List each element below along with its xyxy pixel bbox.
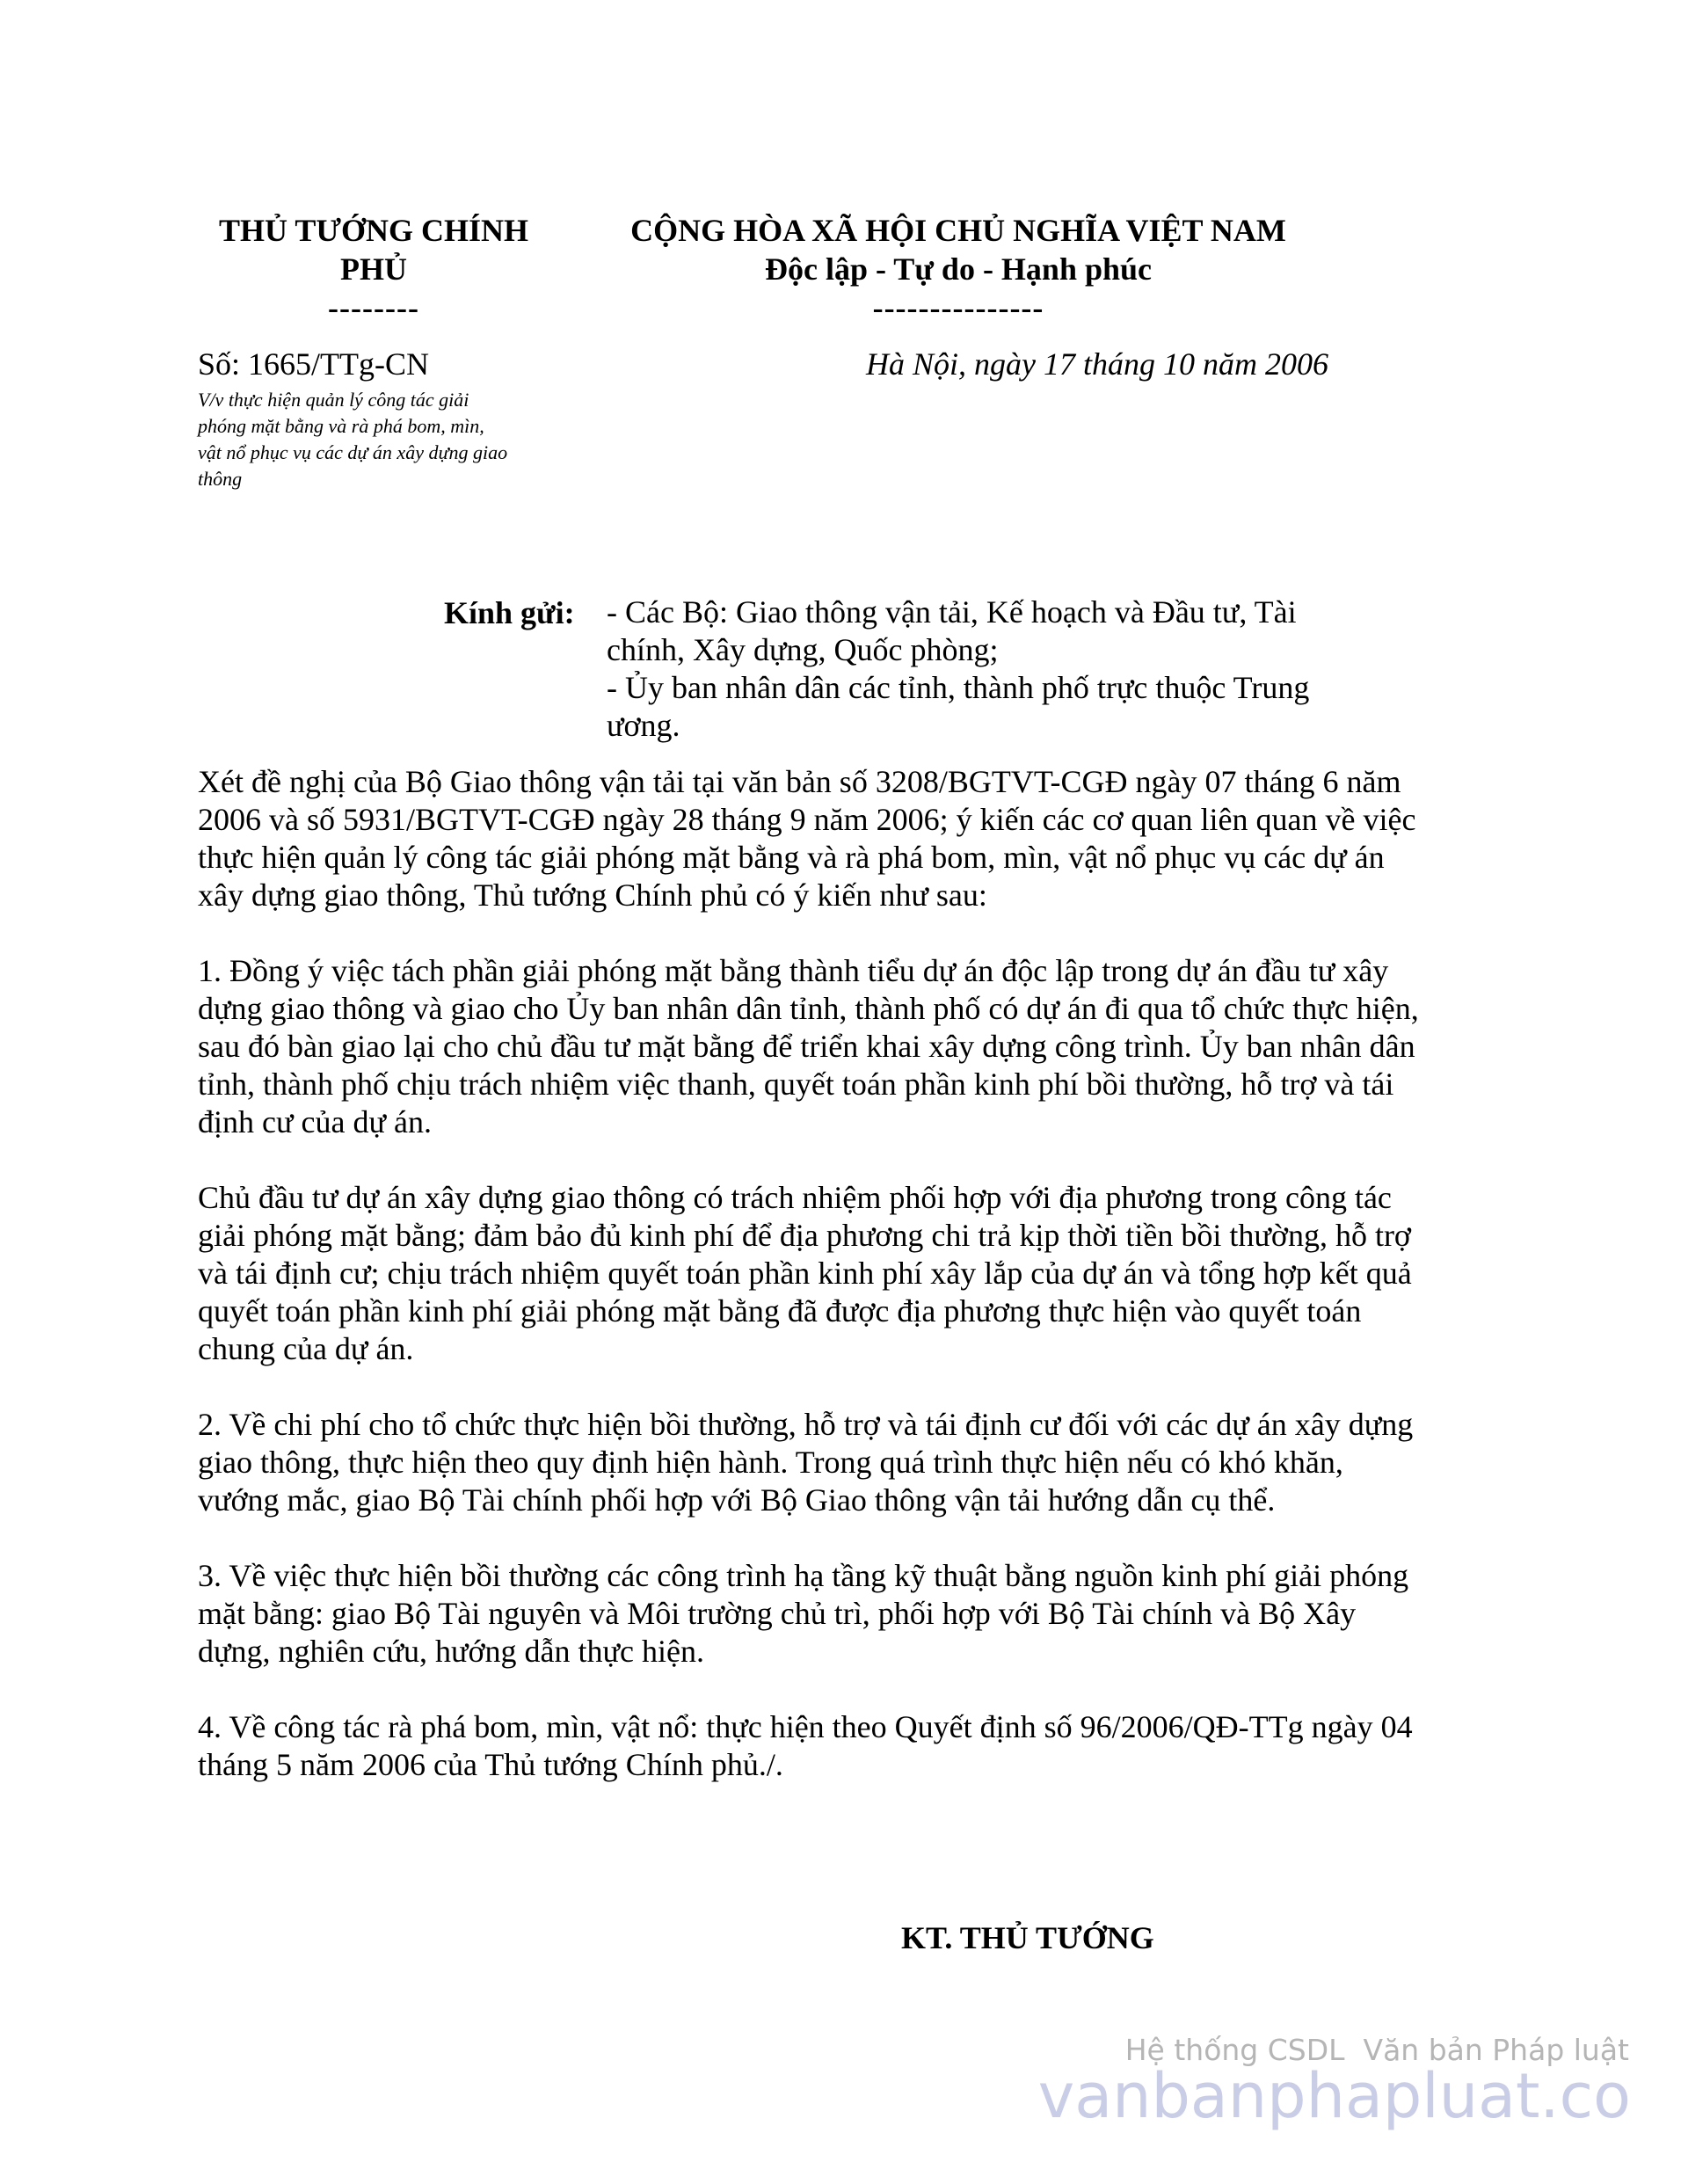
paragraph-1b (198, 1179, 1490, 1368)
document-number: Số: 1665/TTg-CN (198, 346, 430, 382)
line: 3. Về việc thực hiện bồi thường các công trình hạ tầng kỹ thuật bằng nguồn kinh phí giải phóng (198, 1558, 1409, 1593)
issuer-line-1: THỦ TƯỚNG CHÍNH (218, 213, 529, 248)
paragraph-3 (198, 1557, 1490, 1671)
line: dựng giao thông và giao cho Ủy ban nhân dân tỉnh, thành phố có dự án đi qua tổ chức thực hiện, (198, 991, 1419, 1026)
document-date: Hà Nội, ngày 17 tháng 10 năm 2006 (866, 346, 1328, 382)
country-name: CỘNG HÒA XÃ HỘI CHỦ NGHĨA VIỆT NAM (630, 213, 1286, 248)
line: giải phóng mặt bằng; đảm bảo đủ kinh phí để địa phương chi trả kịp thời tiền bồi thường, hỗ trợ (198, 1218, 1411, 1253)
line: tháng 5 năm 2006 của Thủ tướng Chính phủ./. (198, 1747, 783, 1782)
line: vướng mắc, giao Bộ Tài chính phối hợp với Bộ Giao thông vận tải hướng dẫn cụ thể. (198, 1482, 1276, 1518)
line: định cư của dự án. (198, 1104, 432, 1139)
line: và tái định cư; chịu trách nhiệm quyết toán phần kinh phí xây lắp của dự án và tổng hợp kết quả (198, 1256, 1412, 1291)
issuer-block (193, 211, 554, 327)
line: sau đó bàn giao lại cho chủ đầu tư mặt bằng để triển khai xây dựng công trình. Ủy ban nhân dân (198, 1029, 1415, 1064)
motto-rule: --------------- (872, 290, 1044, 325)
line: chung của dự án. (198, 1331, 414, 1366)
issuer-line-2: PHỦ (340, 251, 407, 287)
subject-line: phóng mặt bằng và rà phá bom, mìn, (198, 415, 484, 437)
national-header (598, 211, 1319, 327)
paragraph-2 (198, 1406, 1490, 1519)
subject-line: thông (198, 468, 243, 490)
signature-title: KT. THỦ TƯỚNG (901, 1920, 1154, 1955)
line: 1. Đồng ý việc tách phần giải phóng mặt bằng thành tiểu dự án độc lập trong dự án đầu tư xây (198, 953, 1389, 988)
line: Xét đề nghị của Bộ Giao thông vận tải tại văn bản số 3208/BGTVT-CGĐ ngày 07 tháng 6 năm (198, 764, 1401, 799)
line: tỉnh, thành phố chịu trách nhiệm việc thanh, quyết toán phần kinh phí bồi thường, hỗ trợ và tái (198, 1067, 1394, 1102)
paragraph-1 (198, 952, 1490, 1141)
line: 2006 và số 5931/BGTVT-CGĐ ngày 28 tháng 9 năm 2006; ý kiến các cơ quan liên quan về việc (198, 802, 1416, 837)
line: 2. Về chi phí cho tổ chức thực hiện bồi thường, hỗ trợ và tái định cư đối với các dự án xây dựng (198, 1407, 1414, 1442)
document-subject (198, 387, 567, 492)
watermark-caption: Hệ thống CSDL Văn bản Pháp luật (1124, 2033, 1629, 2067)
recipient-line: ương. (607, 708, 680, 743)
line: dựng, nghiên cứu, hướng dẫn thực hiện. (198, 1634, 704, 1669)
line: mặt bằng: giao Bộ Tài nguyên và Môi trường chủ trì, phối hợp với Bộ Tài chính và Bộ Xây (198, 1596, 1357, 1631)
paragraph-intro (198, 763, 1490, 914)
line: xây dựng giao thông, Thủ tướng Chính phủ có ý kiến như sau: (198, 877, 987, 913)
subject-line: V/v thực hiện quản lý công tác giải (198, 389, 469, 411)
motto: Độc lập - Tự do - Hạnh phúc (764, 251, 1153, 287)
line: Chủ đầu tư dự án xây dựng giao thông có trách nhiệm phối hợp với địa phương trong công tác (198, 1180, 1392, 1215)
line: thực hiện quản lý công tác giải phóng mặt bằng và rà phá bom, mìn, vật nổ phục vụ các dự án (198, 840, 1385, 875)
line: giao thông, thực hiện theo quy định hiện hành. Trong quá trình thực hiện nếu có khó khăn, (198, 1445, 1343, 1480)
issuer-rule: -------- (328, 290, 419, 325)
line: quyết toán phần kinh phí giải phóng mặt bằng đã được địa phương thực hiện vào quyết toán (198, 1293, 1362, 1329)
recipient-line: chính, Xây dựng, Quốc phòng; (607, 632, 999, 667)
watermark-site: vanbanphapluat.co (1037, 2060, 1631, 2132)
recipients-label: Kính gửi: (444, 595, 575, 630)
document-body (198, 763, 1490, 1822)
line: 4. Về công tác rà phá bom, mìn, vật nổ: thực hiện theo Quyết định số 96/2006/QĐ-TTg ngày 04 (198, 1709, 1413, 1744)
recipients-list (607, 593, 1372, 745)
subject-line: vật nổ phục vụ các dự án xây dựng giao (198, 441, 508, 463)
recipient-line: - Ủy ban nhân dân các tỉnh, thành phố trực thuộc Trung (607, 670, 1310, 705)
recipient-line: - Các Bộ: Giao thông vận tải, Kế hoạch và Đầu tư, Tài (607, 594, 1297, 630)
paragraph-4 (198, 1708, 1490, 1784)
